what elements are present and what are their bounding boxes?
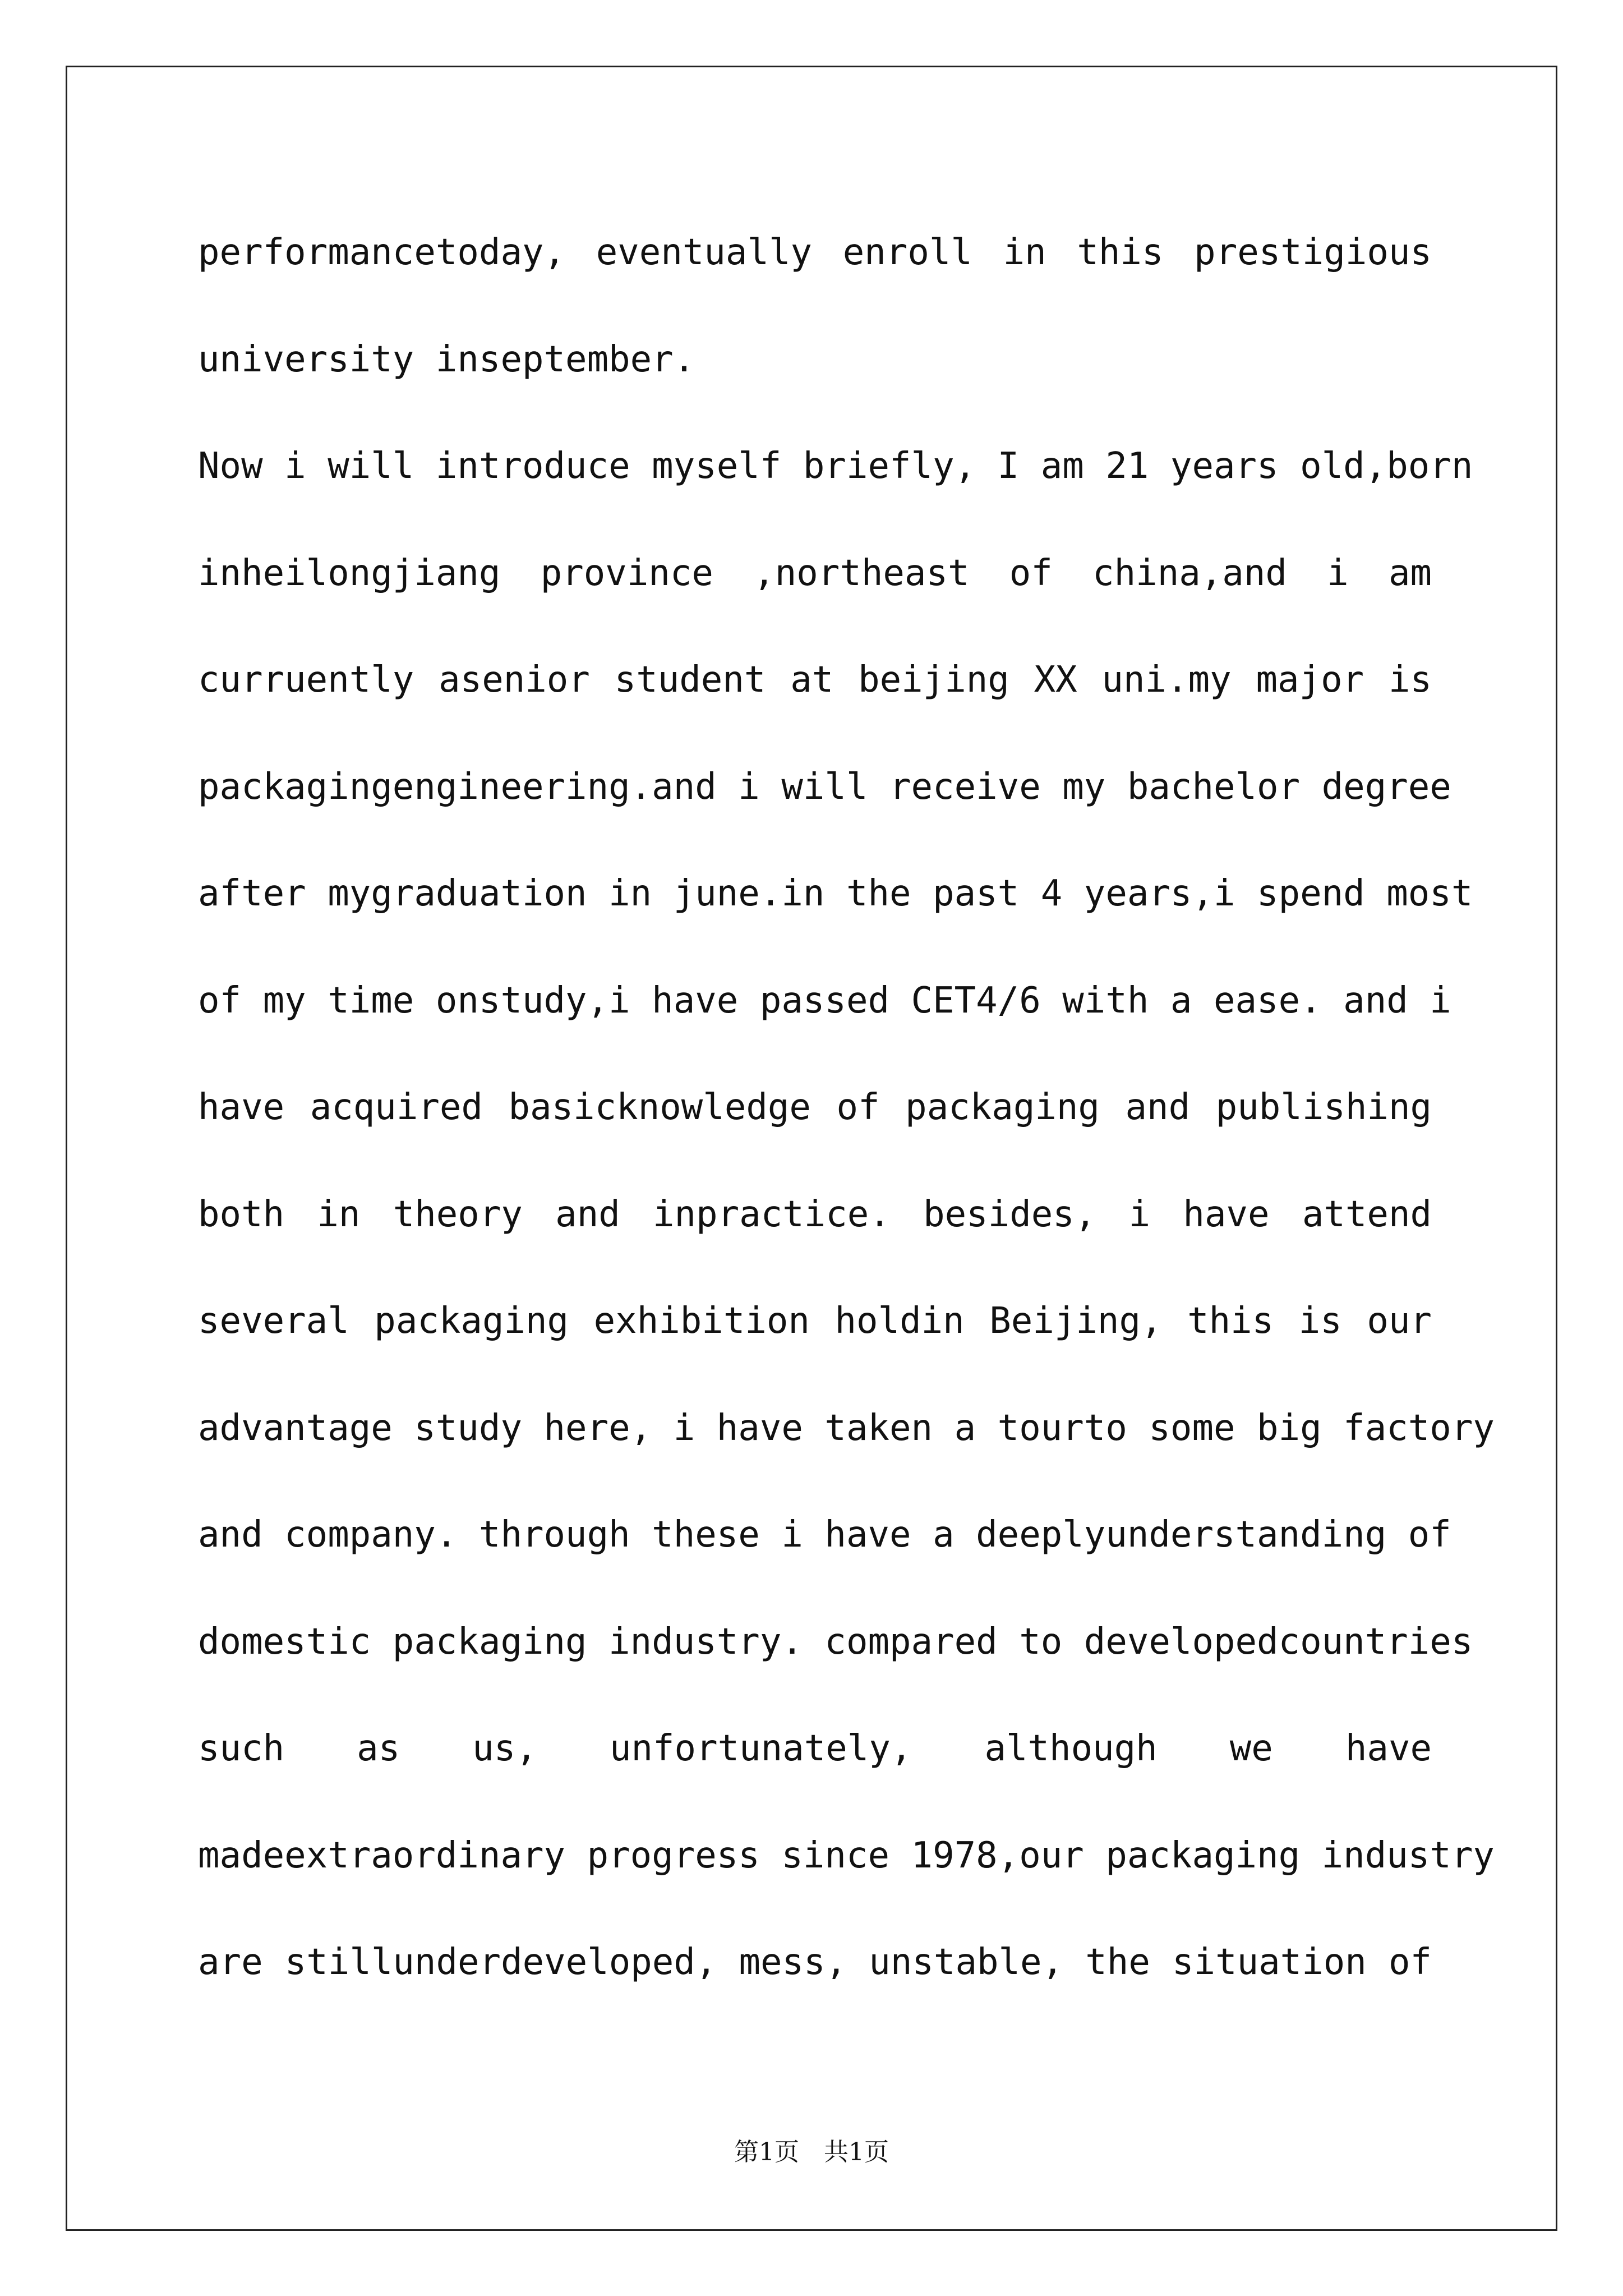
text-line: madeextraordinary progress since 1978,our packaging industry (198, 1834, 1495, 1876)
text-line: Now i will introduce myself briefly, I am 21 years old,born (198, 445, 1473, 487)
text-line: university inseptember. (198, 338, 695, 380)
text-line: domestic packaging industry. compared to developedcountries (198, 1621, 1473, 1663)
text-line: curruently asenior student at beijing XX uni.my major is (198, 659, 1432, 701)
text-line: after mygraduation in june.in the past 4 years,i spend most (198, 873, 1473, 914)
page-number: 第1页 共1页 (734, 2138, 889, 2166)
text-line: and company. through these i have a deeplyunderstanding of (198, 1514, 1451, 1556)
text-line: performancetoday, eventually enroll in this prestigious (198, 232, 1432, 273)
text-line: both in theory and inpractice. besides, i have attend (198, 1193, 1432, 1235)
text-line: of my time onstudy,i have passed CET4/6 with a ease. and i (198, 979, 1451, 1022)
text-line: several packaging exhibition holdin Beijing, this is our (198, 1300, 1432, 1342)
text-line: packagingengineering.and i will receive my bachelor degree (198, 766, 1451, 808)
text-line: such as us, unfortunately, although we have (198, 1728, 1432, 1769)
text-line: are stillunderdeveloped, mess, unstable, the situation of (198, 1941, 1432, 1983)
text-line: advantage study here, i have taken a tourto some big factory (198, 1407, 1495, 1449)
document-body (198, 227, 1495, 2044)
text-line: have acquired basicknowledge of packaging and publishing (198, 1087, 1432, 1128)
text-line: inheilongjiang province ,northeast of china,and i am (198, 552, 1432, 594)
